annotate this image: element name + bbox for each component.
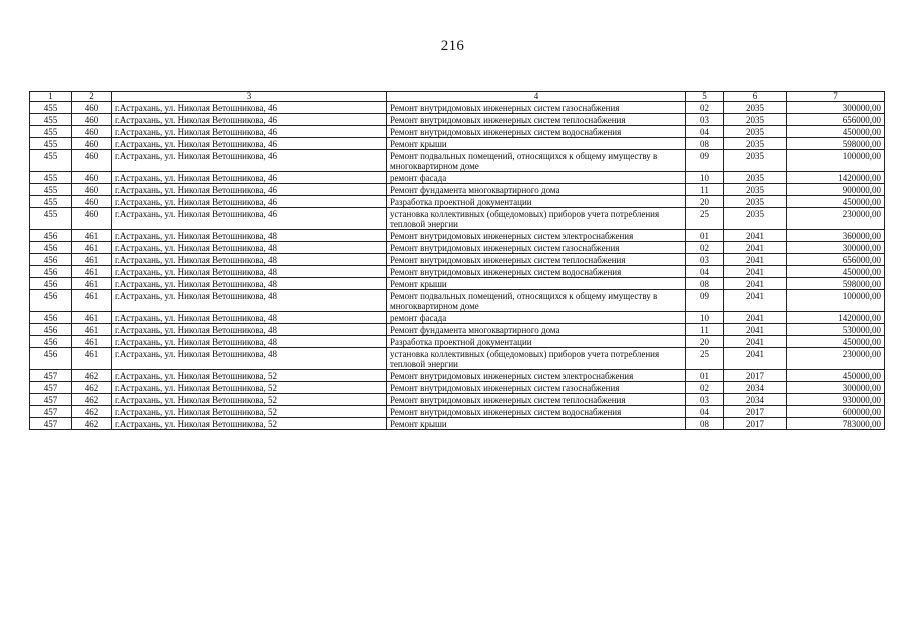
cell-work-type: установка коллективных (общедомовых) приборов учета потребления тепловой энергии <box>387 208 686 230</box>
cell-record-number: 455 <box>30 114 72 126</box>
cell-address: г.Астрахань, ул. Николая Ветошникова, 48 <box>112 230 387 242</box>
cell-year: 2035 <box>724 102 787 114</box>
cell-address: г.Астрахань, ул. Николая Ветошникова, 46 <box>112 102 387 114</box>
cell-work-code: 11 <box>686 184 724 196</box>
cell-cost: 900000,00 <box>787 184 885 196</box>
cell-work-code: 02 <box>686 242 724 254</box>
table-header-row <box>30 92 885 102</box>
cell-work-code: 09 <box>686 290 724 312</box>
cell-record-number: 457 <box>30 418 72 430</box>
cell-address: г.Астрахань, ул. Николая Ветошникова, 48 <box>112 324 387 336</box>
header-cell: 7 <box>787 92 885 102</box>
cell-address: г.Астрахань, ул. Николая Ветошникова, 48 <box>112 242 387 254</box>
cell-address: г.Астрахань, ул. Николая Ветошникова, 52 <box>112 394 387 406</box>
cell-address: г.Астрахань, ул. Николая Ветошникова, 48 <box>112 290 387 312</box>
cell-year: 2041 <box>724 254 787 266</box>
cell-work-type: Разработка проектной документации <box>387 196 686 208</box>
cell-address: г.Астрахань, ул. Николая Ветошникова, 52 <box>112 382 387 394</box>
cell-work-type: Ремонт внутридомовых инженерных систем теплоснабжения <box>387 254 686 266</box>
cell-house-number: 460 <box>72 184 112 196</box>
cell-house-number: 460 <box>72 138 112 150</box>
cell-cost: 450000,00 <box>787 370 885 382</box>
table-row <box>30 172 885 184</box>
cell-record-number: 456 <box>30 336 72 348</box>
table-row <box>30 208 885 230</box>
table-row <box>30 370 885 382</box>
cell-house-number: 461 <box>72 266 112 278</box>
cell-house-number: 461 <box>72 254 112 266</box>
cell-address: г.Астрахань, ул. Николая Ветошникова, 46 <box>112 150 387 172</box>
cell-house-number: 461 <box>72 230 112 242</box>
cell-house-number: 461 <box>72 290 112 312</box>
cell-house-number: 462 <box>72 370 112 382</box>
cell-work-type: ремонт фасада <box>387 172 686 184</box>
cell-house-number: 460 <box>72 114 112 126</box>
cell-cost: 783000,00 <box>787 418 885 430</box>
cell-work-type: Ремонт крыши <box>387 278 686 290</box>
cell-record-number: 457 <box>30 394 72 406</box>
cell-house-number: 460 <box>72 196 112 208</box>
cell-year: 2035 <box>724 138 787 150</box>
cell-work-code: 02 <box>686 382 724 394</box>
page-number: 216 <box>440 38 465 54</box>
cell-address: г.Астрахань, ул. Николая Ветошникова, 52 <box>112 370 387 382</box>
cell-record-number: 456 <box>30 324 72 336</box>
cell-record-number: 455 <box>30 150 72 172</box>
table-row <box>30 242 885 254</box>
cell-cost: 360000,00 <box>787 230 885 242</box>
cell-work-code: 04 <box>686 406 724 418</box>
cell-cost: 230000,00 <box>787 348 885 370</box>
cell-year: 2035 <box>724 172 787 184</box>
cell-year: 2041 <box>724 266 787 278</box>
cell-work-code: 01 <box>686 230 724 242</box>
cell-work-type: Ремонт внутридомовых инженерных систем газоснабжения <box>387 102 686 114</box>
cell-house-number: 461 <box>72 336 112 348</box>
cell-work-code: 04 <box>686 266 724 278</box>
header-cell: 3 <box>112 92 387 102</box>
cell-work-type: Ремонт внутридомовых инженерных систем электроснабжения <box>387 370 686 382</box>
cell-cost: 300000,00 <box>787 382 885 394</box>
cell-record-number: 455 <box>30 126 72 138</box>
cell-cost: 600000,00 <box>787 406 885 418</box>
cell-address: г.Астрахань, ул. Николая Ветошникова, 48 <box>112 336 387 348</box>
cell-house-number: 462 <box>72 406 112 418</box>
cell-house-number: 462 <box>72 382 112 394</box>
cell-cost: 300000,00 <box>787 242 885 254</box>
cell-work-type: Ремонт крыши <box>387 138 686 150</box>
cell-cost: 100000,00 <box>787 150 885 172</box>
cell-house-number: 460 <box>72 102 112 114</box>
cell-record-number: 456 <box>30 266 72 278</box>
table-row <box>30 312 885 324</box>
table-row <box>30 114 885 126</box>
table-row <box>30 394 885 406</box>
table-row <box>30 348 885 370</box>
cell-work-type: Ремонт внутридомовых инженерных систем теплоснабжения <box>387 114 686 126</box>
cell-work-code: 04 <box>686 126 724 138</box>
cell-cost: 450000,00 <box>787 266 885 278</box>
cell-work-type: Ремонт внутридомовых инженерных систем электроснабжения <box>387 230 686 242</box>
cell-cost: 450000,00 <box>787 126 885 138</box>
table-row <box>30 230 885 242</box>
cell-year: 2017 <box>724 406 787 418</box>
cell-house-number: 460 <box>72 126 112 138</box>
cell-record-number: 455 <box>30 196 72 208</box>
cell-year: 2041 <box>724 312 787 324</box>
cell-year: 2041 <box>724 230 787 242</box>
cell-work-type: Ремонт внутридомовых инженерных систем водоснабжения <box>387 406 686 418</box>
cell-record-number: 456 <box>30 348 72 370</box>
table-row <box>30 290 885 312</box>
cell-work-code: 08 <box>686 418 724 430</box>
cell-cost: 598000,00 <box>787 278 885 290</box>
cell-record-number: 456 <box>30 230 72 242</box>
table-row <box>30 102 885 114</box>
cell-work-type: Ремонт фундамента многоквартирного дома <box>387 324 686 336</box>
cell-work-code: 11 <box>686 324 724 336</box>
cell-work-code: 08 <box>686 278 724 290</box>
table-row <box>30 336 885 348</box>
cell-record-number: 456 <box>30 290 72 312</box>
cell-cost: 300000,00 <box>787 102 885 114</box>
cell-cost: 530000,00 <box>787 324 885 336</box>
cell-work-code: 03 <box>686 114 724 126</box>
cell-record-number: 457 <box>30 382 72 394</box>
cell-house-number: 461 <box>72 324 112 336</box>
cell-record-number: 455 <box>30 102 72 114</box>
cell-work-code: 08 <box>686 138 724 150</box>
cell-address: г.Астрахань, ул. Николая Ветошникова, 48 <box>112 266 387 278</box>
cell-address: г.Астрахань, ул. Николая Ветошникова, 48 <box>112 348 387 370</box>
cell-house-number: 460 <box>72 172 112 184</box>
cell-record-number: 456 <box>30 278 72 290</box>
cell-work-code: 10 <box>686 172 724 184</box>
cell-work-code: 01 <box>686 370 724 382</box>
cell-work-code: 20 <box>686 336 724 348</box>
cell-cost: 230000,00 <box>787 208 885 230</box>
cell-work-type: Ремонт внутридомовых инженерных систем водоснабжения <box>387 126 686 138</box>
cell-house-number: 461 <box>72 348 112 370</box>
cell-year: 2035 <box>724 184 787 196</box>
table-row <box>30 406 885 418</box>
cell-work-type: установка коллективных (общедомовых) приборов учета потребления тепловой энергии <box>387 348 686 370</box>
cell-house-number: 462 <box>72 418 112 430</box>
cell-cost: 1420000,00 <box>787 172 885 184</box>
cell-address: г.Астрахань, ул. Николая Ветошникова, 52 <box>112 406 387 418</box>
cell-work-type: Ремонт крыши <box>387 418 686 430</box>
cell-record-number: 457 <box>30 370 72 382</box>
cell-cost: 656000,00 <box>787 254 885 266</box>
cell-year: 2035 <box>724 208 787 230</box>
table-row <box>30 382 885 394</box>
cell-year: 2017 <box>724 418 787 430</box>
table-row <box>30 126 885 138</box>
cell-year: 2017 <box>724 370 787 382</box>
cell-year: 2041 <box>724 336 787 348</box>
header-cell: 2 <box>72 92 112 102</box>
cell-cost: 656000,00 <box>787 114 885 126</box>
cell-work-type: Ремонт подвальных помещений, относящихся к общему имуществу в многоквартирном доме <box>387 150 686 172</box>
cell-year: 2035 <box>724 150 787 172</box>
cell-address: г.Астрахань, ул. Николая Ветошникова, 46 <box>112 184 387 196</box>
cell-address: г.Астрахань, ул. Николая Ветошникова, 46 <box>112 126 387 138</box>
cell-year: 2034 <box>724 382 787 394</box>
cell-year: 2035 <box>724 196 787 208</box>
cell-cost: 450000,00 <box>787 336 885 348</box>
table-row <box>30 254 885 266</box>
header-cell: 5 <box>686 92 724 102</box>
cell-address: г.Астрахань, ул. Николая Ветошникова, 46 <box>112 208 387 230</box>
cell-year: 2041 <box>724 290 787 312</box>
cell-house-number: 461 <box>72 278 112 290</box>
cell-work-type: ремонт фасада <box>387 312 686 324</box>
cell-record-number: 456 <box>30 254 72 266</box>
cell-work-type: Ремонт внутридомовых инженерных систем теплоснабжения <box>387 394 686 406</box>
cell-house-number: 461 <box>72 242 112 254</box>
header-cell: 4 <box>387 92 686 102</box>
cell-address: г.Астрахань, ул. Николая Ветошникова, 48 <box>112 278 387 290</box>
cell-work-code: 10 <box>686 312 724 324</box>
cell-work-code: 25 <box>686 208 724 230</box>
cell-work-type: Ремонт внутридомовых инженерных систем газоснабжения <box>387 242 686 254</box>
cell-cost: 100000,00 <box>787 290 885 312</box>
table-body <box>30 92 885 430</box>
cell-record-number: 455 <box>30 172 72 184</box>
cell-address: г.Астрахань, ул. Николая Ветошникова, 46 <box>112 172 387 184</box>
table-row <box>30 324 885 336</box>
table-row <box>30 266 885 278</box>
cell-address: г.Астрахань, ул. Николая Ветошникова, 46 <box>112 138 387 150</box>
cell-work-type: Ремонт внутридомовых инженерных систем газоснабжения <box>387 382 686 394</box>
cell-work-code: 03 <box>686 394 724 406</box>
table-row <box>30 278 885 290</box>
cell-year: 2041 <box>724 278 787 290</box>
cell-year: 2035 <box>724 126 787 138</box>
table-row <box>30 196 885 208</box>
cell-year: 2041 <box>724 324 787 336</box>
cell-work-type: Ремонт внутридомовых инженерных систем водоснабжения <box>387 266 686 278</box>
cell-address: г.Астрахань, ул. Николая Ветошникова, 48 <box>112 312 387 324</box>
cell-year: 2041 <box>724 348 787 370</box>
cell-house-number: 460 <box>72 150 112 172</box>
table-row <box>30 418 885 430</box>
cell-record-number: 455 <box>30 138 72 150</box>
cell-cost: 598000,00 <box>787 138 885 150</box>
cell-work-type: Разработка проектной документации <box>387 336 686 348</box>
table-row <box>30 138 885 150</box>
cell-work-code: 20 <box>686 196 724 208</box>
cell-cost: 450000,00 <box>787 196 885 208</box>
cell-record-number: 455 <box>30 208 72 230</box>
cell-year: 2034 <box>724 394 787 406</box>
cell-work-code: 02 <box>686 102 724 114</box>
cell-work-code: 09 <box>686 150 724 172</box>
cell-record-number: 455 <box>30 184 72 196</box>
cell-work-code: 03 <box>686 254 724 266</box>
cell-address: г.Астрахань, ул. Николая Ветошникова, 46 <box>112 196 387 208</box>
cell-record-number: 456 <box>30 242 72 254</box>
cell-work-type: Ремонт подвальных помещений, относящихся к общему имуществу в многоквартирном доме <box>387 290 686 312</box>
header-cell: 1 <box>30 92 72 102</box>
cell-record-number: 457 <box>30 406 72 418</box>
table-row <box>30 150 885 172</box>
cell-cost: 930000,00 <box>787 394 885 406</box>
cell-house-number: 462 <box>72 394 112 406</box>
cell-address: г.Астрахань, ул. Николая Ветошникова, 48 <box>112 254 387 266</box>
cell-address: г.Астрахань, ул. Николая Ветошникова, 46 <box>112 114 387 126</box>
cell-house-number: 460 <box>72 208 112 230</box>
cell-address: г.Астрахань, ул. Николая Ветошникова, 52 <box>112 418 387 430</box>
header-cell: 6 <box>724 92 787 102</box>
capital-repair-table <box>29 91 885 430</box>
cell-house-number: 461 <box>72 312 112 324</box>
cell-work-type: Ремонт фундамента многоквартирного дома <box>387 184 686 196</box>
cell-cost: 1420000,00 <box>787 312 885 324</box>
cell-year: 2041 <box>724 242 787 254</box>
cell-work-code: 25 <box>686 348 724 370</box>
cell-year: 2035 <box>724 114 787 126</box>
cell-record-number: 456 <box>30 312 72 324</box>
table-row <box>30 184 885 196</box>
